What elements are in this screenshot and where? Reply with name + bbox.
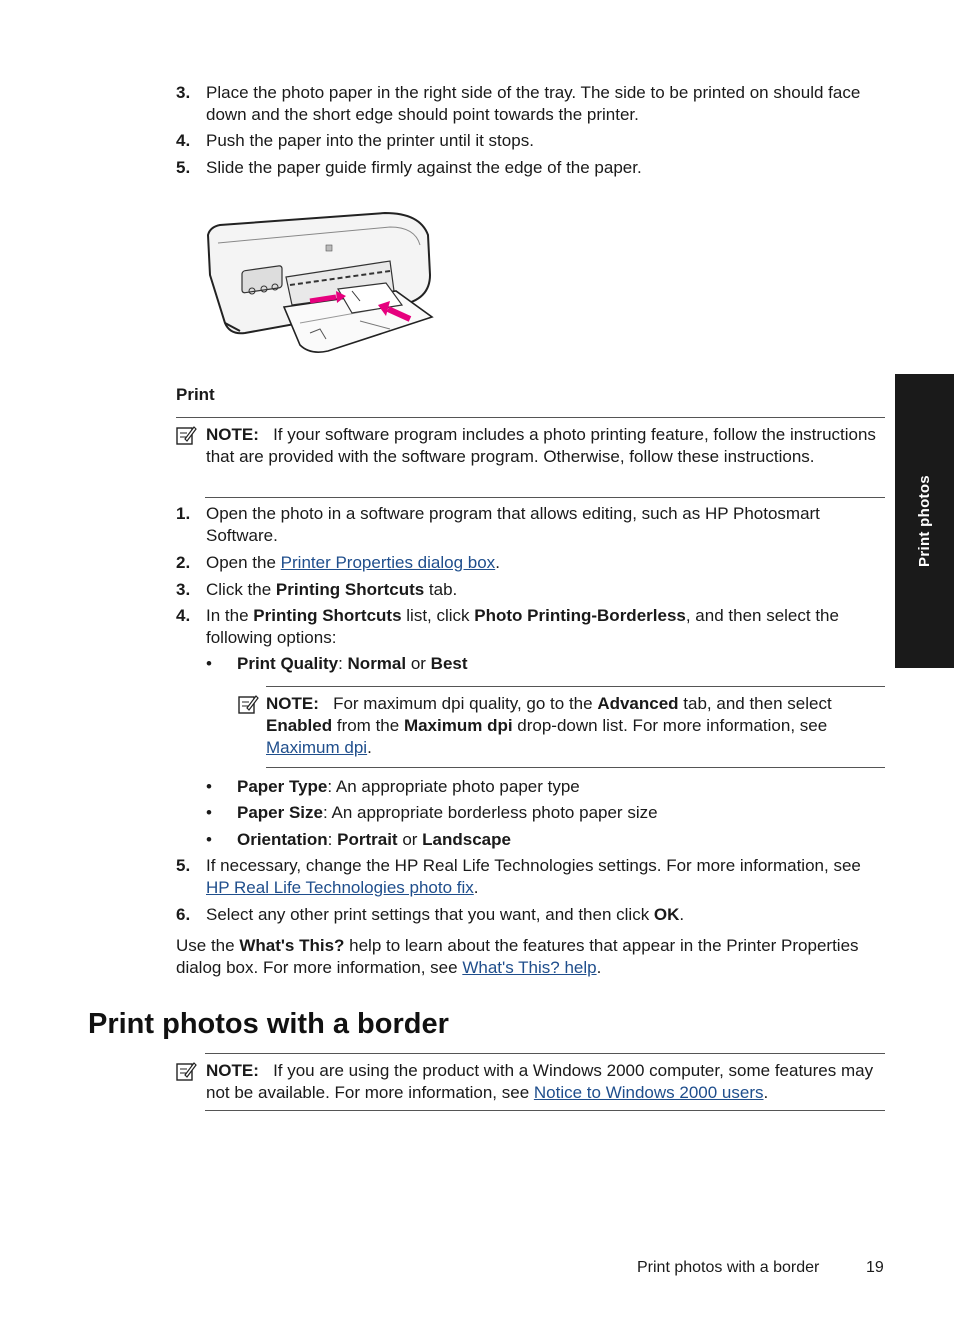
bullet-mark: • [206,830,212,849]
step-text: Push the paper into the printer until it stops. [206,131,534,150]
step-text: Click the Printing Shortcuts tab. [206,580,458,599]
printer-illustration [200,205,440,355]
step-text: Slide the paper guide firmly against the edge of the paper. [206,158,642,177]
subsection-heading: Print [176,385,215,404]
step-number: 3. [176,83,191,102]
bullet-text: Paper Size: An appropriate borderless photo paper size [237,803,658,822]
note-icon [237,693,259,715]
note-rule-top [176,417,885,418]
step-text: In the Printing Shortcuts list, click Photo Printing-Borderless, and then select the following options: [206,606,839,647]
printer-properties-link[interactable]: Printer Properties dialog box [280,553,496,572]
step-text: Open the Printer Properties dialog box. [206,553,500,572]
bullet-mark: • [206,777,212,796]
step-text: If necessary, change the HP Real Life Technologies settings. For more information, see HP Real Life Technologies photo fix. [206,856,861,897]
step-number: 2. [176,553,191,572]
footer-title: Print photos with a border [637,1259,820,1276]
step-text: Open the photo in a software program that allows editing, such as HP Photosmart Software. [206,504,820,545]
step-number: 4. [176,131,191,150]
step-number: 3. [176,580,191,599]
section-title: Print photos with a border [88,1008,449,1040]
help-paragraph: Use the What's This? help to learn about the features that appear in the Printer Properties dialog box. For more information, see What's This? help. [176,936,859,977]
step-number: 1. [176,504,191,523]
note-rule-bottom [205,1110,885,1111]
note-text: NOTE: If you are using the product with a Windows 2000 computer, some features may not be available. For more information, see Notice to Windows 2000 users. [206,1061,874,1102]
bullet-text: Paper Type: An appropriate photo paper type [237,777,580,796]
note-icon [175,1060,197,1082]
step-number: 5. [176,856,191,875]
bullet-text: Orientation: Portrait or Landscape [237,830,511,849]
side-tab-label: Print photos [915,475,933,567]
note-text: NOTE: If your software program includes a photo printing feature, follow the instructions that are provided with the software program. Otherwise, follow these instructions. [206,425,876,466]
step-text: Place the photo paper in the right side of the tray. The side to be printed on should face down and the short edge should point towards the printer. [206,83,861,124]
chapter-side-tab [895,374,954,668]
step-number: 6. [176,905,191,924]
note-icon [175,424,197,446]
page-number: 19 [866,1259,884,1276]
whats-this-link[interactable]: What's This? help [462,958,597,977]
bullet-mark: • [206,654,212,673]
note-rule-bottom [205,497,885,498]
note-text: NOTE: For maximum dpi quality, go to the Advanced tab, and then select Enabled from the Maximum dpi drop-down list. For more information, see Maximum dpi. [266,694,832,757]
bullet-text: Print Quality: Normal or Best [237,654,468,673]
note-rule-bottom [266,767,885,768]
step-number: 5. [176,158,191,177]
real-life-tech-link[interactable]: HP Real Life Technologies photo fix [206,878,474,897]
step-text: Select any other print settings that you want, and then click OK. [206,905,685,924]
step-number: 4. [176,606,191,625]
note-rule-top [266,686,885,687]
windows-2000-link[interactable]: Notice to Windows 2000 users [533,1083,764,1102]
maximum-dpi-link[interactable]: Maximum dpi [266,738,368,757]
note-rule-top [205,1053,885,1054]
bullet-mark: • [206,803,212,822]
